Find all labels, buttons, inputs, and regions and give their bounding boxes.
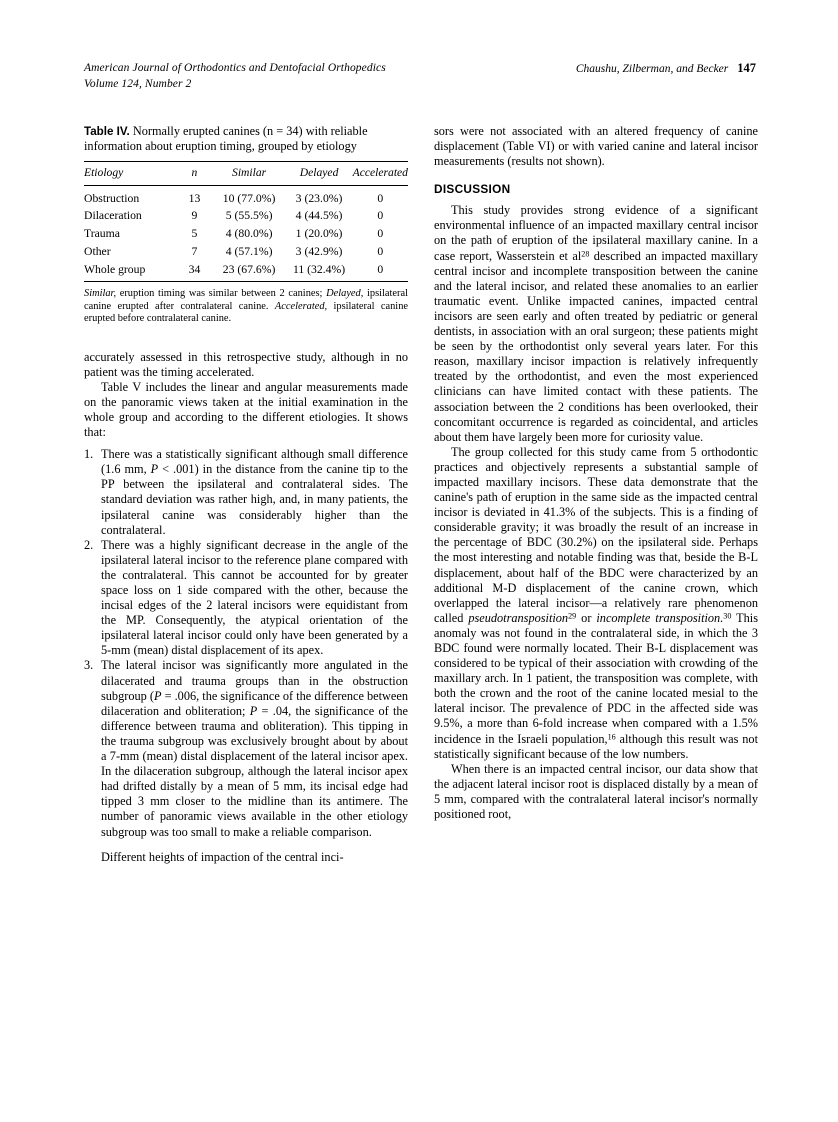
footnote-text-1: eruption timing was similar between 2 canines; xyxy=(116,288,327,300)
table-row xyxy=(84,261,408,282)
running-head-authors-page xyxy=(576,60,756,77)
paragraph-discussion-2 xyxy=(434,445,758,762)
table-footnote xyxy=(84,288,408,326)
cell-delayed: 4 (44.5%) xyxy=(295,209,343,223)
paragraph-last-left: Different heights of impaction of the central inci- xyxy=(101,849,344,864)
cell-n: 13 xyxy=(188,191,201,205)
text-seg: described an impacted maxillary central incisor and incomplete transposition between the canine and the lateral incisor, and related these anomalies to an earlier traumatic event. Unlike impacted canines, impacted central incisors are seen early and often treated by pediatric or general dentists, in association with an oral surgeon; these patients might be seen by the orthodontist only several years later. For this reason, maxillary incisor impaction is relatively infrequently treated by the orthodontist, and even the most experienced clinicians can have limited contact with these patients. The association between the 2 conditions has been overlooked, their concomitant occurrence is regarded as coincidental, and articles about them have largely been more for curiosity value. xyxy=(434,248,758,444)
table-caption-text: Normally erupted canines (n = 34) with reliable information about eruption timing, grouped by etiology xyxy=(84,124,368,154)
table-header-row xyxy=(84,162,408,185)
table-iv-block xyxy=(84,124,408,326)
cell-similar: 4 (80.0%) xyxy=(225,227,273,241)
term-pseudotransposition: pseudotransposition xyxy=(468,610,569,625)
list-item xyxy=(84,658,408,839)
cell-delayed: 11 (32.4%) xyxy=(286,261,353,282)
reference-superscript-29: 29 xyxy=(568,611,577,621)
list-marker: 2. xyxy=(84,537,94,552)
journal-title-line: American Journal of Orthodontics and Dentofacial Orthopedics xyxy=(84,62,386,74)
footnote-text-2: ipsilateral canine erupted after contralateral canine. xyxy=(84,288,408,312)
table-row xyxy=(84,207,408,225)
cell-similar: 4 (57.1%) xyxy=(225,245,273,259)
text-seg: This anomaly was not found in the contralateral side, in which the 3 BDC found were normally located. Their B-L displacement was considered to be typical of their association with crowding of the maxillary arch. In 1 patient, the transposition was complete, with both the crown and the root of the canine located mesial to the lateral incisor. The prevalence of PDC in the affected side was 9.5%, a more than 6-fold increase when compared with a 1.5% incidence in the Israeli population, xyxy=(434,610,758,746)
cell-accelerated: 0 xyxy=(353,261,408,282)
cell-accelerated: 0 xyxy=(377,227,384,241)
paragraph-table-v: Table V includes the linear and angular measurements made on the panoramic views taken at the initial examination in the whole group and according to the different etiologies. It shows that: xyxy=(84,379,408,440)
cell-etiology: Obstruction xyxy=(84,191,140,205)
column-header-n: n xyxy=(176,162,213,185)
section-heading-discussion: DISCUSSION xyxy=(434,182,511,197)
footnote-term-delayed: Delayed, xyxy=(326,288,364,300)
cell-similar: 10 (77.0%) xyxy=(222,191,276,205)
text-seg: although this result was not statistically significant because of the low numbers. xyxy=(434,731,758,761)
running-head xyxy=(84,60,756,92)
column-header-accelerated: Accelerated xyxy=(353,162,408,185)
cell-delayed: 1 (20.0%) xyxy=(295,227,343,241)
statistic-symbol: P xyxy=(150,462,159,477)
list-marker: 3. xyxy=(84,658,94,673)
cell-etiology: Whole group xyxy=(84,261,176,282)
list-text-seg: There was a statistically significant although small difference (1.6 mm, xyxy=(101,447,408,477)
list-text-seg: There was a highly significant decrease in the angle of the ipsilateral lateral incisor to the reference plane compared with the contralateral. This cannot be accounted for by greater space loss on 1 side compared with the other, because the incisal edges of the 2 lateral incisors were equidistant from the MP. Consequently, the atypical orientation of the ipsilateral lateral incisor could only have been generated by a 5-mm (mean) distal displacement of its apex. xyxy=(101,537,408,658)
text-seg: or xyxy=(576,610,597,625)
cell-n: 5 xyxy=(191,227,198,241)
column-header-etiology: Etiology xyxy=(84,162,176,185)
spacer xyxy=(84,340,408,350)
footnote-term-accelerated: Accelerated, xyxy=(274,300,328,312)
paragraph-discussion-1 xyxy=(434,203,758,445)
reference-superscript-16: 16 xyxy=(607,731,616,741)
cell-etiology: Dilaceration xyxy=(84,209,142,223)
cell-n: 34 xyxy=(176,261,213,282)
text-seg: The group collected for this study came from 5 orthodontic practices and objectively represents a substantial sample of impacted maxillary incisors. These data demonstrate that the canine's path of eruption in the same side as the impacted central incisor is deviated in 41.3% of the subjects. This is a finding of considerable gravity; it was broadly the result of an increase in the percentage of BDC (30.2%) on the ipsilateral side. Perhaps the most interesting and notable finding was that, beside the B-L displacement, about half of the BDC were characterized by an additional M-D displacement of the canine crown, which overlapped the lateral incisor—a relatively rare phenomenon called xyxy=(434,444,758,625)
table-row xyxy=(84,225,408,243)
journal-volume-line: Volume 124, Number 2 xyxy=(84,78,192,90)
table-caption xyxy=(84,124,408,154)
paragraph-discussion-3: When there is an impacted central incisor, our data show that the adjacent lateral incisor root is displaced distally by a mean of 5 mm, compared with the contralateral lateral incisor's normally positioned root, xyxy=(434,761,758,822)
cell-accelerated: 0 xyxy=(377,191,384,205)
list-marker: 1. xyxy=(84,447,94,462)
right-column xyxy=(434,124,758,822)
reference-superscript-30: 30 xyxy=(723,611,732,621)
cell-delayed: 3 (23.0%) xyxy=(295,191,343,205)
footnote-text-3: ipsilateral canine erupted before contralateral canine. xyxy=(84,300,408,325)
column-header-similar: Similar xyxy=(213,162,286,185)
table-row xyxy=(84,185,408,207)
running-head-journal xyxy=(84,60,386,92)
paragraph-continued: accurately assessed in this retrospective study, although in no patient was the timing accelerated. xyxy=(84,349,408,379)
page-number: 147 xyxy=(737,61,756,75)
column-header-delayed: Delayed xyxy=(286,162,353,185)
spacer xyxy=(84,440,408,447)
cell-n: 7 xyxy=(191,245,198,259)
list-item xyxy=(84,447,408,538)
list-text-seg: = .006, the significance of the difference between dilaceration and obliteration; xyxy=(101,688,408,718)
cell-etiology: Trauma xyxy=(84,227,120,241)
list-text-seg: The lateral incisor was significantly more angulated in the dilacerated and trauma groups than in the obstruction subgroup ( xyxy=(101,658,408,703)
paragraph-continued-right: sors were not associated with an altered frequency of canine displacement (Table VI) or with varied canine and lateral incisor measurements (results not shown). xyxy=(434,124,758,169)
list-item xyxy=(84,538,408,659)
cell-similar: 23 (67.6%) xyxy=(213,261,286,282)
list-text-seg: = .04, the significance of the difference between trauma and obliteration). This tipping in the trauma subgroup was exclusively brought about by about a 7-mm (mean) distal displacement of the lateral incisor apex. In the dilaceration subgroup, although the lateral incisor apex had drifted distally by a mean of 5 mm, its incisal edge had tipped 3 mm closer to the midline than its antimere. The number of panoramic views available in the other etiology subgroup was too small to make a reliable comparison. xyxy=(101,703,408,839)
spacer xyxy=(84,840,408,850)
cell-delayed: 3 (42.9%) xyxy=(295,245,343,259)
cell-n: 9 xyxy=(191,209,198,223)
footnote-term-similar: Similar, xyxy=(84,288,117,300)
statistic-symbol: P xyxy=(153,688,162,703)
cell-accelerated: 0 xyxy=(377,209,384,223)
statistic-symbol: P xyxy=(249,703,258,718)
term-incomplete-transposition: incomplete transposition. xyxy=(596,610,724,625)
reference-superscript-28: 28 xyxy=(581,248,590,258)
table-row xyxy=(84,243,408,261)
table-iv xyxy=(84,161,408,282)
list-text-seg: < .001) in the distance from the canine tip to the PP between the ipsilateral and contralateral sides. The standard deviation was rather high, and, in many patients, the ipsilateral canine was considerably higher than the contralateral. xyxy=(101,462,408,537)
cell-similar: 5 (55.5%) xyxy=(225,209,273,223)
findings-list xyxy=(84,447,408,839)
text-seg: This study provides strong evidence of a significant environmental influence of an impacted maxillary central incisor on the path of eruption of the ipsilateral maxillary canine. In a case report, Wasserstein et al xyxy=(434,203,758,263)
running-head-authors: Chaushu, Zilberman, and Becker xyxy=(575,63,729,75)
cell-accelerated: 0 xyxy=(377,245,384,259)
table-label: Table IV. xyxy=(84,125,130,138)
left-column xyxy=(84,124,408,865)
cell-etiology: Other xyxy=(84,245,111,259)
